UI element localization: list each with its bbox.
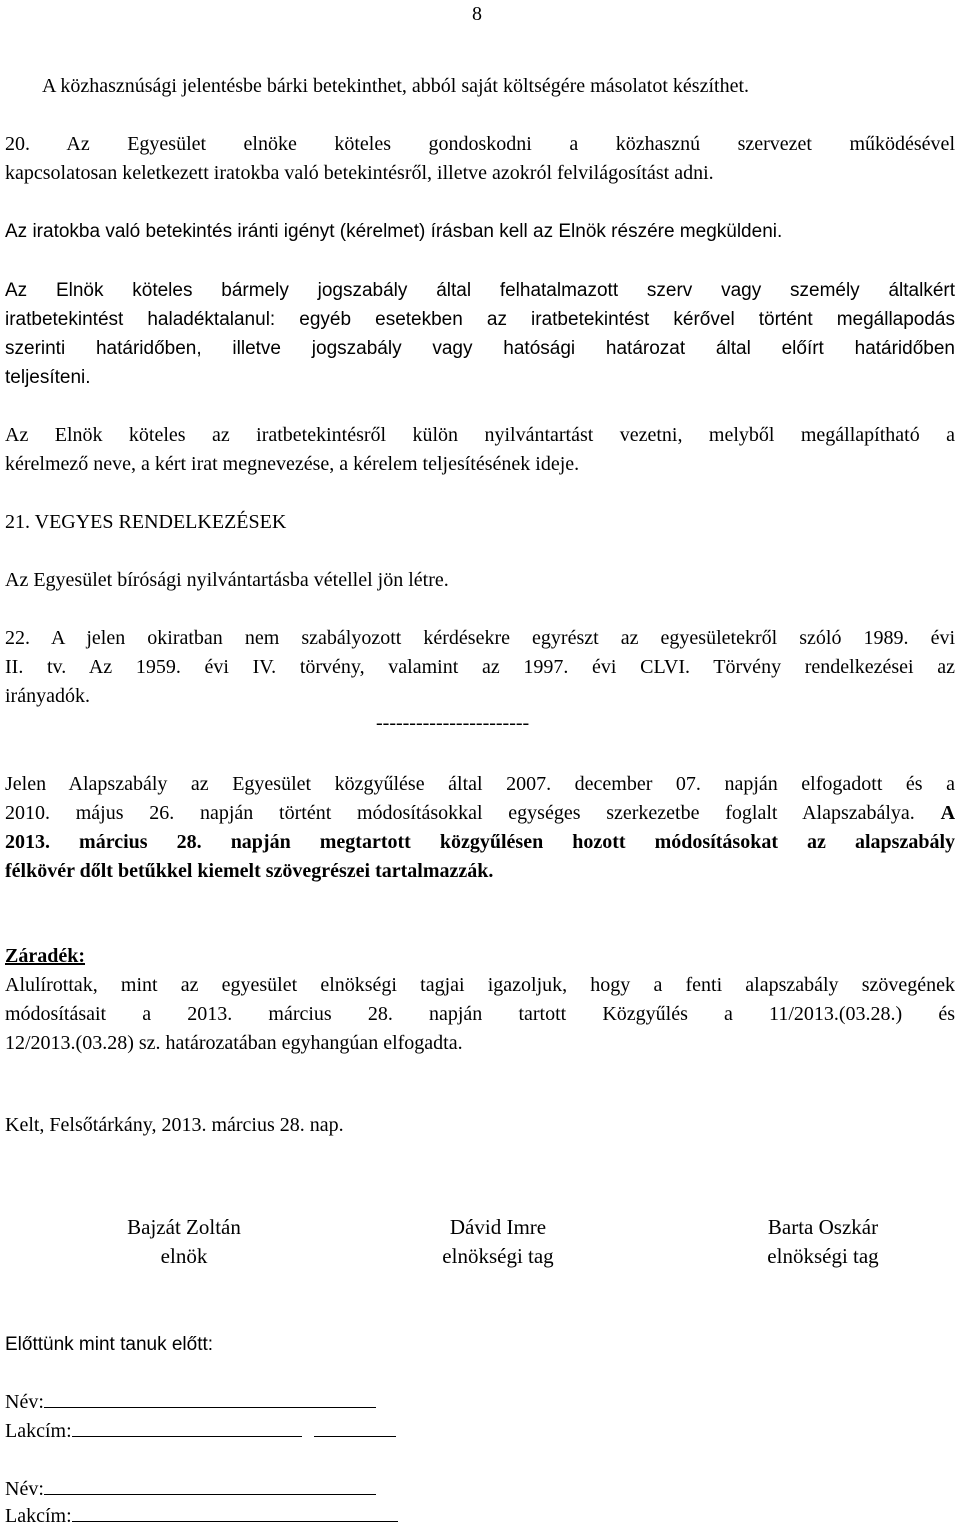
- witness-1-address-field: [5, 1417, 396, 1446]
- paragraph-duty-line4: teljesíteni.: [5, 367, 91, 388]
- closing-line2-text: 2010. május 26. napján történt módosításokkal egységes szerkezetbe foglalt Alapszabálya.: [5, 802, 915, 824]
- paragraph-duty-line3: szerinti határidőben, illetve jogszabály vagy hatósági határozat által előírt határidőben: [5, 338, 955, 359]
- witness-2-name-field: [5, 1475, 376, 1504]
- paragraph-22-line3: irányadók.: [5, 685, 90, 707]
- clause-heading: Záradék:: [5, 945, 85, 967]
- separator-dashes: -----------------------: [376, 712, 530, 734]
- name-blank-line: [44, 1476, 376, 1495]
- closing-line3: [5, 828, 955, 857]
- name-blank-line: [44, 1389, 376, 1408]
- closing-line2-bold: A: [940, 802, 956, 824]
- closing-line4: félkövér dőlt betűkkel kiemelt szövegrészei tartalmazzák.: [5, 860, 494, 882]
- place-and-date: Kelt, Felsőtárkány, 2013. március 28. nap.: [5, 1114, 344, 1136]
- section-21-text: Az Egyesület bírósági nyilvántartásba vétellel jön létre.: [5, 569, 449, 591]
- clause-line2: módosításait a 2013. március 28. napján tartott Közgyűlés a 11/2013.(03.28.) és: [5, 1003, 955, 1025]
- closing-line2: [5, 799, 955, 828]
- closing-line3-date: 2013. március 28.: [5, 831, 202, 853]
- witness-2-address-field: [5, 1502, 398, 1531]
- paragraph-register-line2: kérelmező neve, a kért irat megnevezése, a kérelem teljesítésének ideje.: [5, 453, 580, 475]
- address-blank-line: [72, 1418, 302, 1437]
- witness-1-name-field: [5, 1388, 376, 1417]
- address-blank-line: [72, 1503, 398, 1522]
- paragraph-duty-line1: Az Elnök köteles bármely jogszabály által felhatalmazott szerv vagy személy általkért: [5, 280, 955, 301]
- name-label: Név:: [5, 1478, 44, 1500]
- signature-block-2: [378, 1213, 618, 1271]
- paragraph-22-line1: 22. A jelen okiratban nem szabályozott kérdésekre egyrészt az egyesületekről szóló 1989. évi: [5, 627, 955, 649]
- paragraph-public-report: A közhasznúsági jelentésbe bárki betekinthet, abból saját költségére másolatot készíthet.: [42, 75, 750, 97]
- clause-line3: 12/2013.(03.28) sz. határozatában egyhangúan elfogadta.: [5, 1032, 463, 1054]
- address-label: Lakcím:: [5, 1505, 72, 1527]
- signature-block-3: [703, 1213, 943, 1271]
- paragraph-request: Az iratokba való betekintés iránti igényt (kérelmet) írásban kell az Elnök részére megküldeni.: [5, 221, 783, 242]
- address-blank-line: [314, 1418, 396, 1437]
- signatory-name: Bajzát Zoltán: [127, 1215, 241, 1239]
- signatory-role: elnök: [160, 1244, 208, 1268]
- signatory-role: elnökségi tag: [442, 1244, 554, 1268]
- section-21-heading: 21. VEGYES RENDELKEZÉSEK: [5, 511, 287, 533]
- signature-block-1: [64, 1213, 304, 1271]
- closing-line1: Jelen Alapszabály az Egyesület közgyűlése által 2007. december 07. napján elfogadott és a: [5, 773, 955, 795]
- paragraph-register-line1: Az Elnök köteles az iratbetekintésről külön nyilvántartást vezetni, melyből megállapítható a: [5, 424, 955, 446]
- closing-line3-text: napján megtartott közgyűlésen hozott módosításokat az alapszabály: [230, 831, 956, 853]
- clause-line1: Alulírottak, mint az egyesület elnökségi tagjai igazoljuk, hogy a fenti alapszabály szövegének: [5, 974, 955, 996]
- address-label: Lakcím:: [5, 1420, 72, 1442]
- paragraph-duty-line2: iratbetekintést haladéktalanul: egyéb esetekben az iratbetekintést kérővel történt megállapodás: [5, 309, 955, 330]
- paragraph-22-line2: II. tv. Az 1959. évi IV. törvény, valamint az 1997. évi CLVI. Törvény rendelkezései az: [5, 656, 955, 678]
- signatory-role: elnökségi tag: [767, 1244, 879, 1268]
- signatory-name: Dávid Imre: [449, 1215, 547, 1239]
- page-number: 8: [472, 3, 482, 25]
- name-label: Név:: [5, 1391, 44, 1413]
- signatory-name: Barta Oszkár: [767, 1215, 879, 1239]
- witnesses-heading: Előttünk mint tanuk előtt:: [5, 1334, 214, 1355]
- paragraph-20-line2: kapcsolatosan keletkezett iratokba való betekintésről, illetve azokról felvilágosítást adni.: [5, 162, 714, 184]
- paragraph-20-line1: 20. Az Egyesület elnöke köteles gondoskodni a közhasznú szervezet működésével: [5, 133, 955, 155]
